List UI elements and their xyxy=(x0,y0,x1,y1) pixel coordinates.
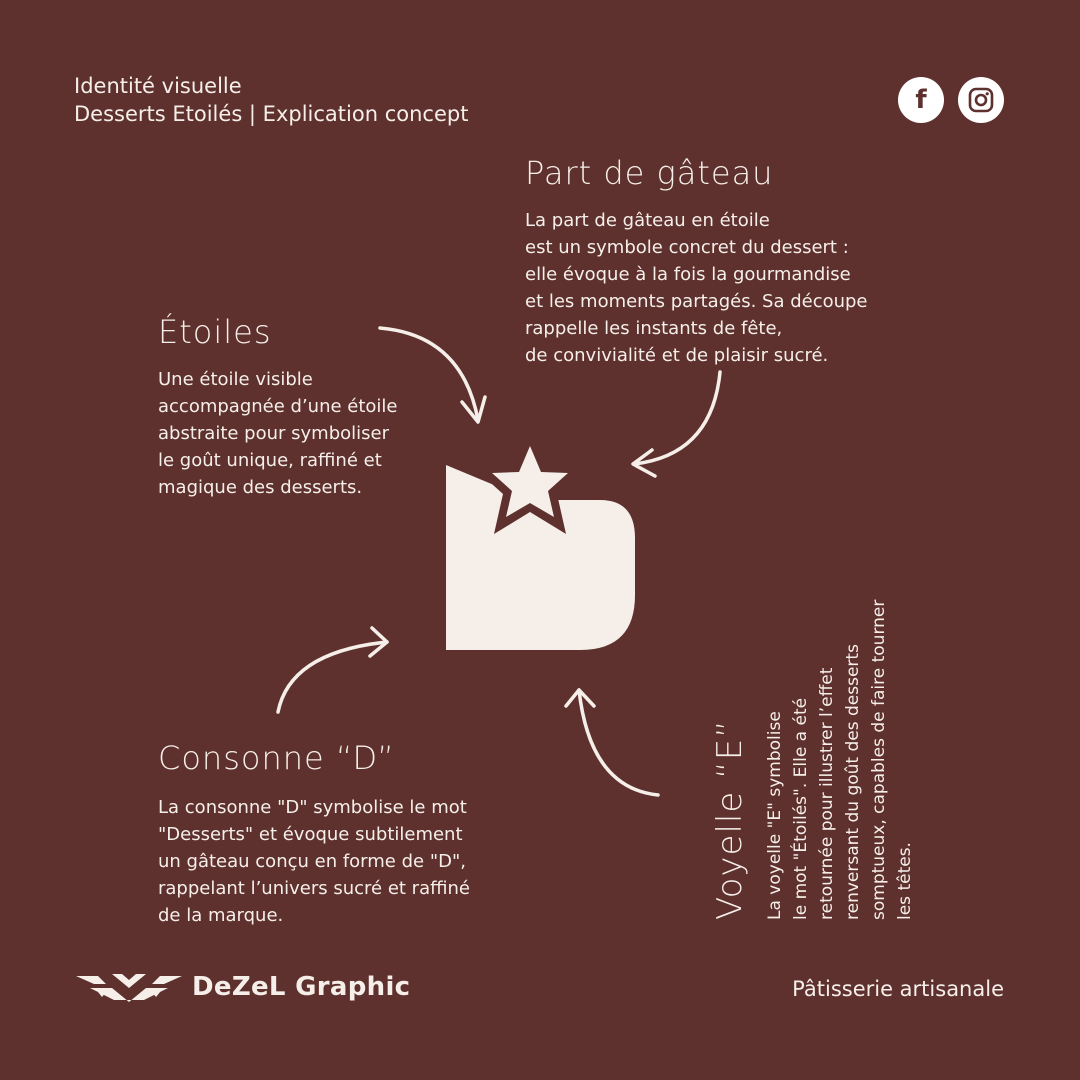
description-line: La consonne "D" symbolise le mot xyxy=(158,797,467,818)
header-subtitle: Desserts Etoilés | Explication concept xyxy=(74,102,469,126)
description-line: de la marque. xyxy=(158,905,284,926)
description-line: elle évoque à la fois la gourmandise xyxy=(525,264,851,285)
arrow-voyelle xyxy=(566,690,658,795)
footer-tagline: Pâtisserie artisanale xyxy=(792,977,1004,1001)
description-line: Une étoile visible xyxy=(158,369,313,390)
description-line: rappelant l’univers sucré et raffiné xyxy=(158,878,470,899)
header-title: Identité visuelle xyxy=(74,74,242,98)
facebook-icon: f xyxy=(915,85,927,115)
description-line: magique des desserts. xyxy=(158,477,363,498)
description-line: retournée pour illustrer l’effet xyxy=(817,667,837,920)
description-line: et les moments partagés. Sa découpe xyxy=(525,291,868,312)
description-line: est un symbole concret du dessert : xyxy=(525,237,849,258)
description-line: les têtes. xyxy=(895,842,915,920)
description-line: abstraite pour symboliser xyxy=(158,423,390,444)
description-line: de convivialité et de plaisir sucré. xyxy=(525,345,829,366)
description-line: renversant du goût des desserts xyxy=(843,644,863,920)
section-title: Part de gâteau xyxy=(525,154,774,192)
arrow-etoiles xyxy=(380,328,485,422)
section-title: Consonne “D” xyxy=(158,739,395,777)
description-line: somptueux, capables de faire tourner xyxy=(869,599,889,920)
description-line: le goût unique, raffiné et xyxy=(158,450,382,471)
arrow-consonne xyxy=(278,628,387,712)
dezel-logo-icon xyxy=(76,970,182,1004)
description-line: La part de gâteau en étoile xyxy=(525,210,770,231)
description-line: accompagnée d’une étoile xyxy=(158,396,398,417)
description-line: "Desserts" et évoque subtilement xyxy=(158,824,463,845)
description-line: le mot "Étoilés". Elle a été xyxy=(791,697,811,920)
brand-name: DeZeL Graphic xyxy=(192,972,411,1002)
description-line: un gâteau conçu en forme de "D", xyxy=(158,851,466,872)
section-title: Voyelle “E” xyxy=(710,719,750,920)
section-title: Étoiles xyxy=(158,313,272,351)
description-line: rappelle les instants de fête, xyxy=(525,318,783,339)
footer-brand xyxy=(76,970,410,1004)
arrow-part xyxy=(633,372,720,476)
description-line: La voyelle "E" symbolise xyxy=(765,711,785,920)
